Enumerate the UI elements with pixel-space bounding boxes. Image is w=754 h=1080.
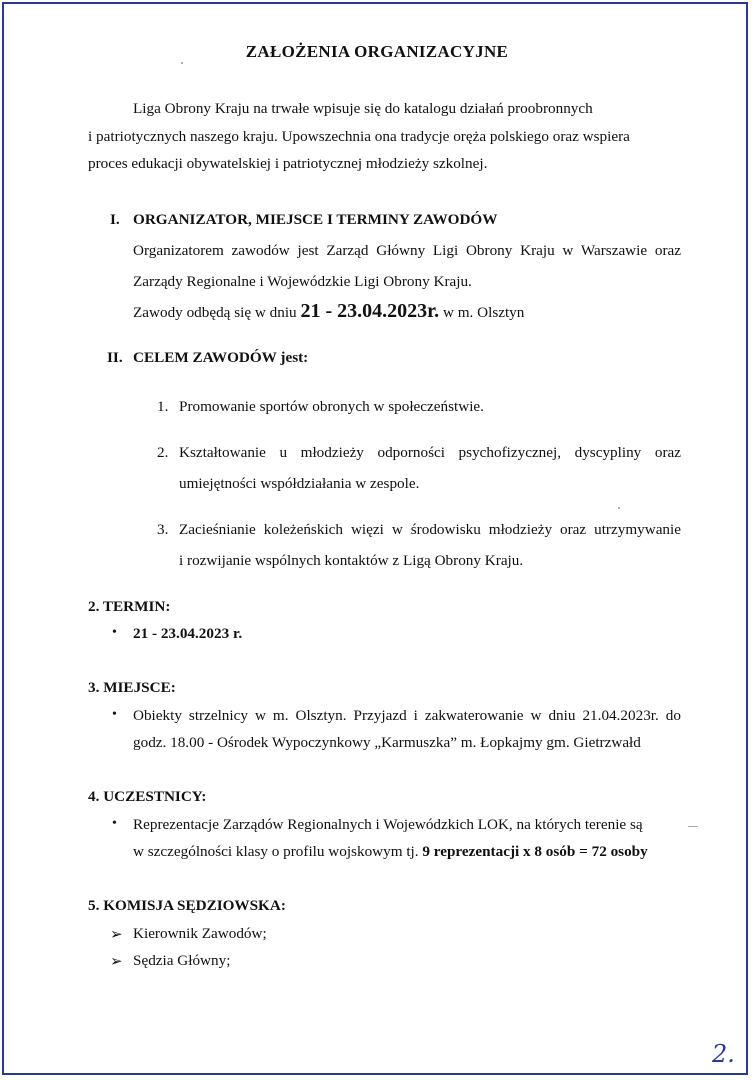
- goal-3-line-2: i rozwijanie wspólnych kontaktów z Ligą Obrony Kraju.: [179, 552, 524, 569]
- goal-3-line-1: Zacieśnianie koleżeńskich więzi w środowisku młodzieży oraz utrzymywanie: [179, 521, 681, 538]
- komisja-item-2: Sędzia Główny;: [133, 952, 231, 969]
- goal-2-line-1: Kształtowanie u młodzieży odporności psychofizycznej, dyscypliny oraz: [179, 444, 681, 461]
- section-1-line-2: Zarządy Regionalne i Wojewódzkie Ligi Obrony Kraju.: [133, 273, 472, 290]
- arrow-icon: ➢: [110, 927, 123, 943]
- goal-1-text: Promowanie sportów obronych w społeczeństwie.: [179, 398, 484, 415]
- uczestnicy-line-2-text: w szczególności klasy o profilu wojskowym tj.: [133, 843, 419, 860]
- miejsce-line-1: Obiekty strzelnicy w m. Olsztyn. Przyjazd i zakwaterowanie w dniu 21.04.2023r. do: [133, 707, 681, 724]
- dates-prefix: Zawody odbędą się w dniu: [133, 304, 297, 321]
- scan-speck: [618, 507, 620, 509]
- komisja-item-1: Kierownik Zawodów;: [133, 925, 267, 942]
- section-2-heading: CELEM ZAWODÓW jest:: [133, 349, 309, 366]
- miejsce-line-2: godz. 18.00 - Ośrodek Wypoczynkowy „Karmuszka” m. Łopkajmy gm. Gietrzwałd: [133, 734, 641, 751]
- intro-line-2: i patriotycznych naszego kraju. Upowszechnia ona tradycje oręża polskiego oraz wspiera: [88, 128, 630, 145]
- page-number: 2.: [712, 1040, 735, 1068]
- uczestnicy-count: 9 reprezentacji x 8 osób = 72 osoby: [422, 843, 648, 860]
- uczestnicy-line-2: [133, 843, 648, 861]
- section-2-number: II.: [107, 349, 123, 366]
- dates-value: 21 - 23.04.2023r.: [300, 300, 440, 322]
- uczestnicy-heading: 4. UCZESTNICY:: [88, 788, 207, 805]
- goal-2-number: 2.: [157, 444, 169, 461]
- uczestnicy-bullet: •: [112, 816, 117, 831]
- intro-line-3: proces edukacji obywatelskiej i patriotycznej młodzieży szkolnej.: [88, 155, 488, 172]
- termin-value: 21 - 23.04.2023 r.: [133, 625, 243, 642]
- arrow-icon: ➢: [110, 954, 123, 970]
- miejsce-bullet: •: [112, 707, 117, 722]
- miejsce-heading: 3. MIEJSCE:: [88, 679, 176, 696]
- dates-suffix: w m. Olsztyn: [442, 304, 525, 321]
- section-1-heading: ORGANIZATOR, MIEJSCE I TERMINY ZAWODÓW: [133, 211, 498, 228]
- section-1-number: I.: [110, 211, 120, 228]
- goal-3-number: 3.: [157, 521, 169, 538]
- section-1-line-1: Organizatorem zawodów jest Zarząd Główny Ligi Obrony Kraju w Warszawie oraz: [133, 242, 681, 259]
- goal-2-line-2: umiejętności współdziałania w zespole.: [179, 475, 420, 492]
- termin-bullet: •: [112, 625, 117, 640]
- goal-1-number: 1.: [157, 398, 169, 415]
- termin-heading: 2. TERMIN:: [88, 598, 171, 615]
- intro-line-1: Liga Obrony Kraju na trwałe wpisuje się do katalogu działań proobronnych: [133, 100, 593, 117]
- uczestnicy-line-1: Reprezentacje Zarządów Regionalnych i Wojewódzkich LOK, na których terenie są: [133, 816, 643, 833]
- komisja-heading: 5. KOMISJA SĘDZIOWSKA:: [88, 897, 286, 914]
- section-1-dates: [133, 300, 524, 323]
- scan-speck: [181, 62, 183, 64]
- scan-mark: [688, 826, 698, 827]
- document-title: ZAŁOŻENIA ORGANIZACYJNE: [245, 42, 509, 61]
